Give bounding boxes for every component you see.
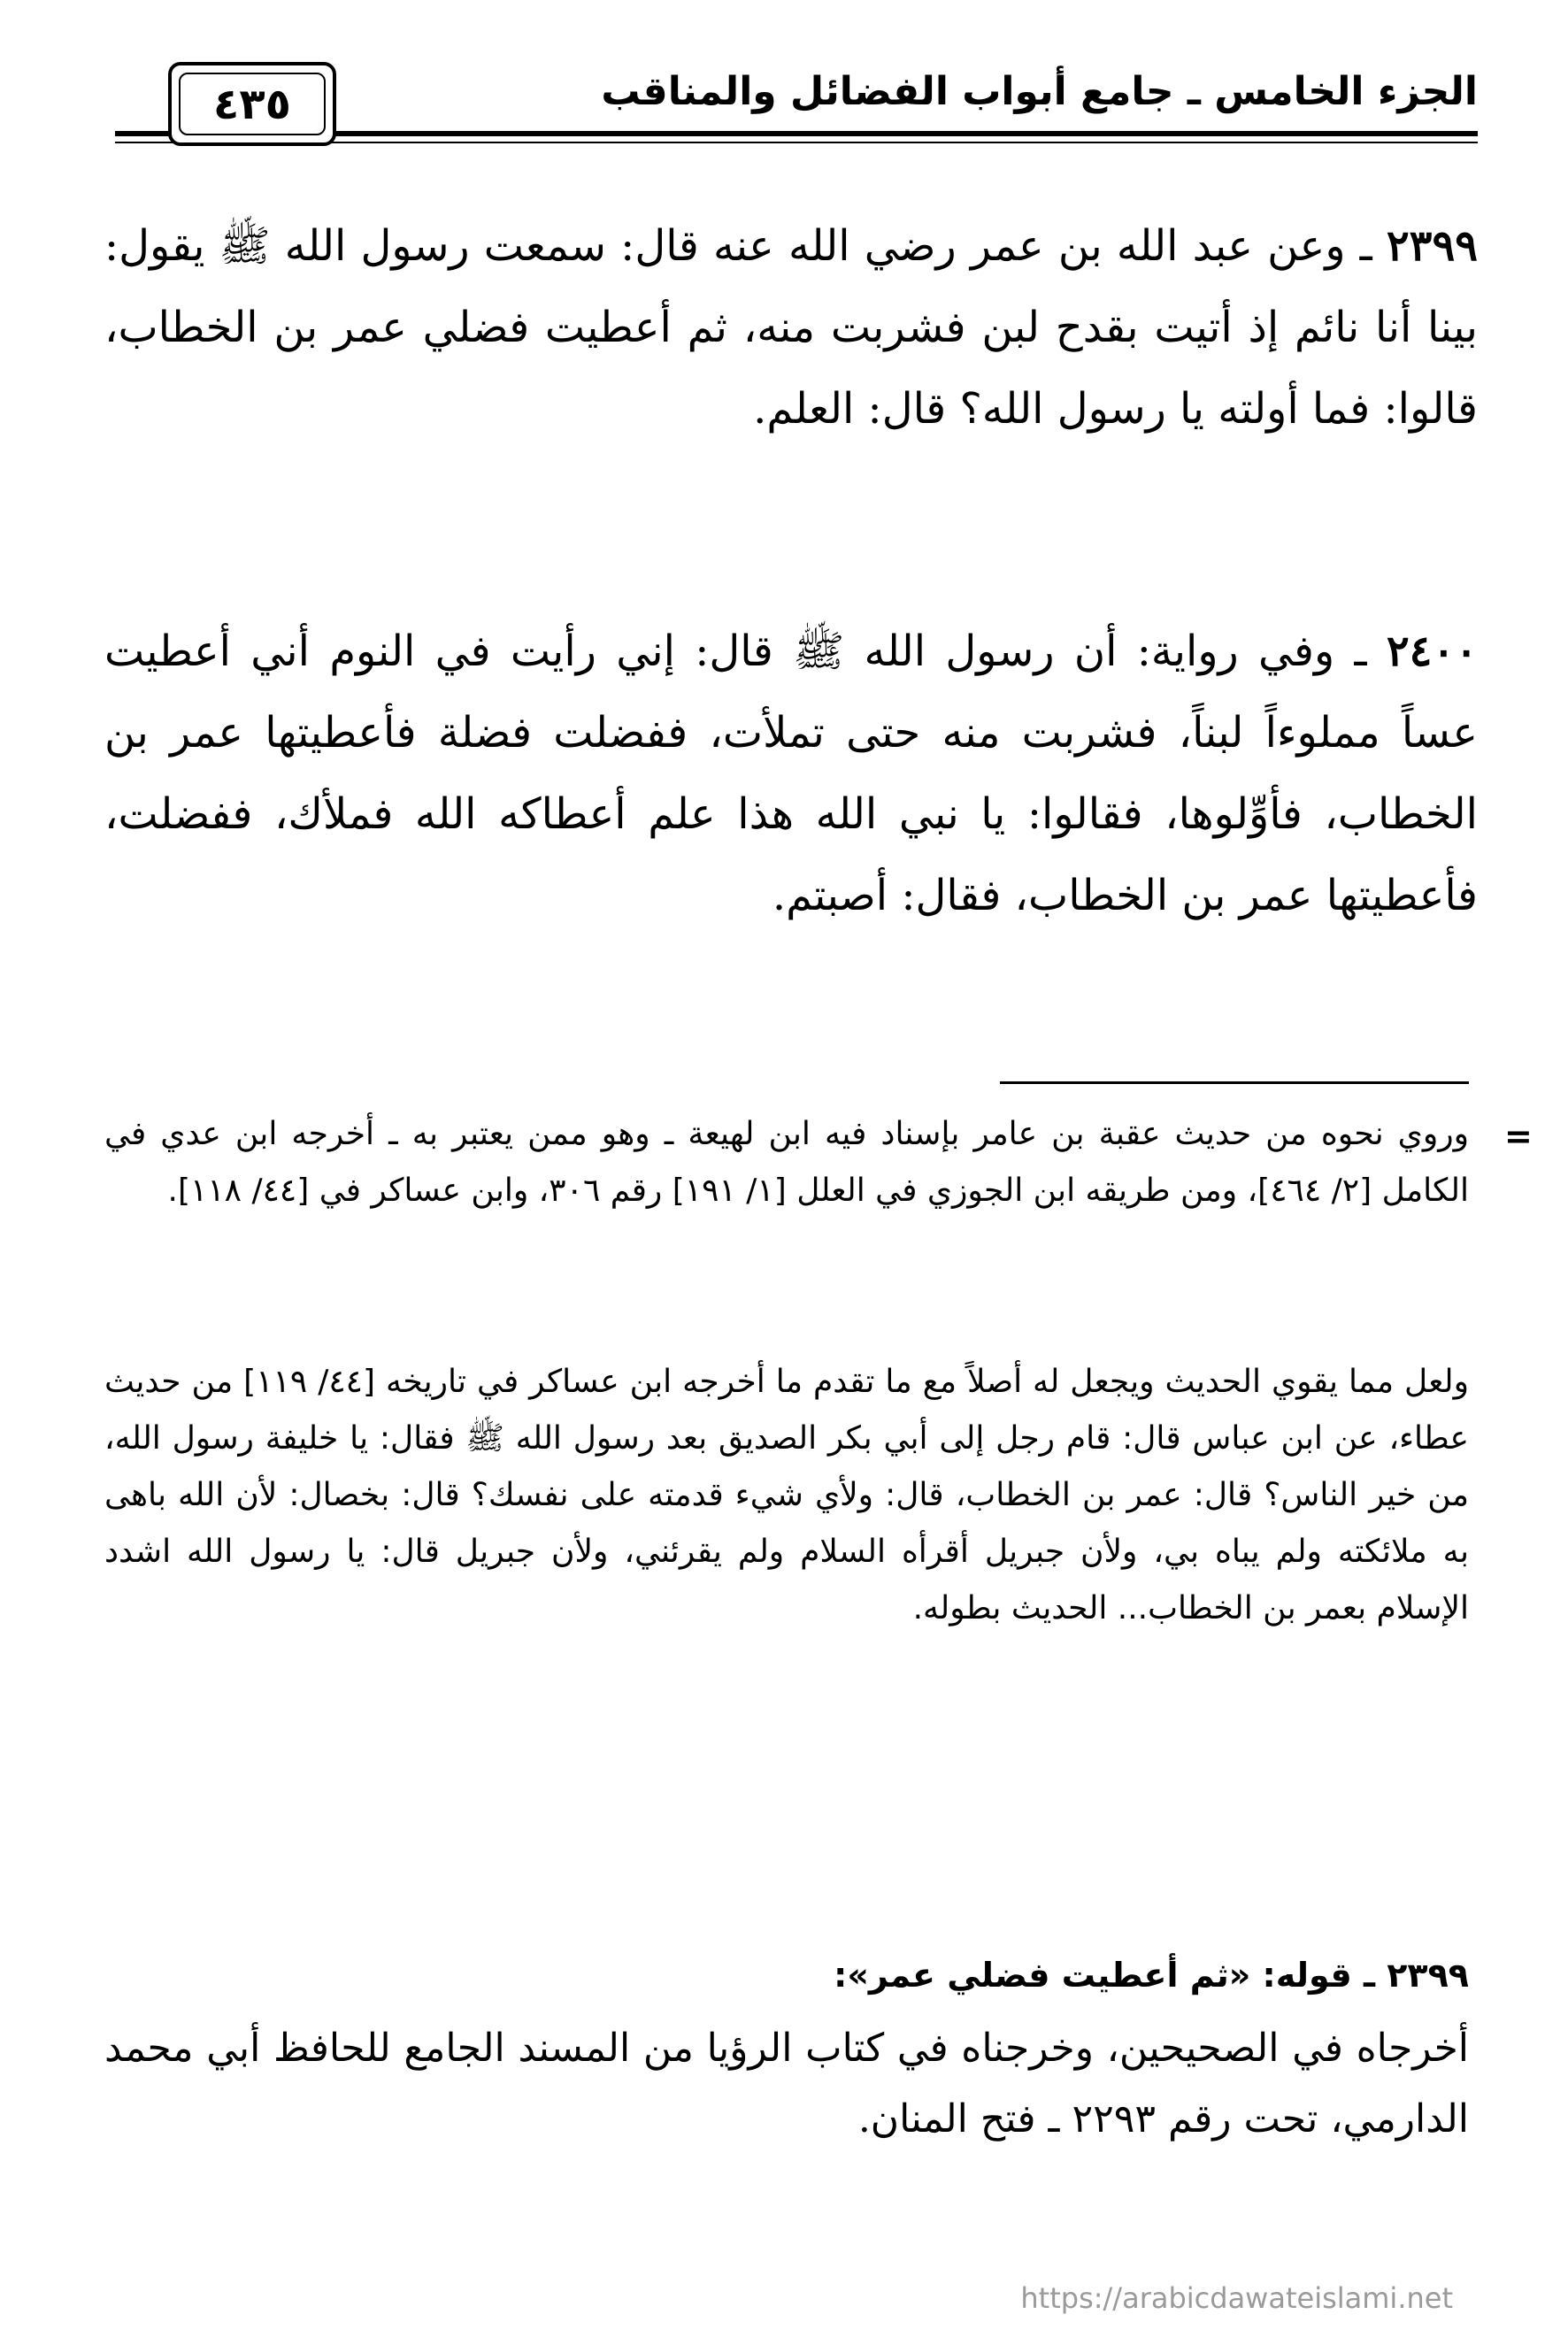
hadith-2399-paragraph	[104, 205, 1478, 450]
commentary-heading: ٢٣٩٩ ـ قوله: «ثم أعطيت فضلي عمر»:	[834, 1956, 1469, 1995]
footnote-continuation-marker: =	[1504, 1117, 1533, 1156]
footnote-paragraph-2	[104, 1354, 1469, 1637]
page-header	[115, 62, 1478, 168]
hadith-2400	[104, 611, 1478, 936]
hadith-2400-number: ٢٤٠٠	[1386, 627, 1479, 676]
commentary-body	[104, 2013, 1469, 2155]
footnote-separator	[1000, 1081, 1469, 1084]
hadith-2400-text: ـ وفي رواية: أن رسول الله ﷺ قال: إني رأيت في النوم أني أعطيت عساً مملوءاً لبناً، فشربت منه حتى تملأت، ففضلت فضلة فأعطيتها عمر بن الخطاب، فأوِّلوها، فقالوا: يا نبي الله هذا علم أعطاكه الله فملأك، ففضلت، فأعطيتها عمر بن الخطاب، فقال: أصبتم.	[104, 627, 1478, 920]
commentary-text: أخرجاه في الصحيحين، وخرجناه في كتاب الرؤيا من المسند الجامع للحافظ أبي محمد الدارمي، تحت رقم ٢٢٩٣ ـ فتح المنان.	[104, 2026, 1469, 2142]
footnote-paragraph-1	[104, 1106, 1469, 1219]
watermark-url: https://arabicdawateislami.net	[1020, 2281, 1453, 2315]
hadith-2399-number: ٢٣٩٩	[1386, 221, 1478, 271]
hadith-2400-paragraph	[104, 611, 1478, 936]
page-number: ٤٣٥	[179, 73, 326, 135]
footnote-text-2: ولعل مما يقوي الحديث ويجعل له أصلاً مع ما تقدم ما أخرجه ابن عساكر في تاريخه [٤٤/ ١١٩] من حديث عطاء، عن ابن عباس قال: قام رجل إلى أبي بكر الصديق بعد رسول الله ﷺ فقال: يا خليفة رسول الله، من خير الناس؟ قال: عمر بن الخطاب، قال: ولأي شيء قدمته على نفسك؟ قال: بخصال: لأن الله باهى به ملائكته ولم يباه بي، ولأن جبريل أقرأه السلام ولم يقرئني، ولأن جبريل قال: يا رسول الله اشدد الإسلام بعمر بن الخطاب... الحديث بطوله.	[104, 1364, 1470, 1626]
footnote-text-1: وروي نحوه من حديث عقبة بن عامر بإسناد فيه ابن لهيعة ـ وهو ممن يعتبر به ـ أخرجه ابن عدي في الكامل [٢/ ٤٦٤]، ومن طريقه ابن الجوزي في العلل [١/ ١٩١] رقم ٣٠٦، وابن عساكر في [٤٤/ ١١٨].	[104, 1116, 1469, 1209]
running-title: الجزء الخامس ـ جامع أبواب الفضائل والمناقب	[601, 69, 1478, 114]
hadith-2399	[104, 205, 1478, 450]
hadith-2399-text: ـ وعن عبد الله بن عمر رضي الله عنه قال: سمعت رسول الله ﷺ يقول: بينا أنا نائم إذ أتيت بقدح لبن فشربت منه، ثم أعطيت فضلي عمر بن الخطاب، قالوا: فما أولته يا رسول الله؟ قال: العلم.	[104, 221, 1478, 434]
page-number-frame	[168, 62, 336, 146]
